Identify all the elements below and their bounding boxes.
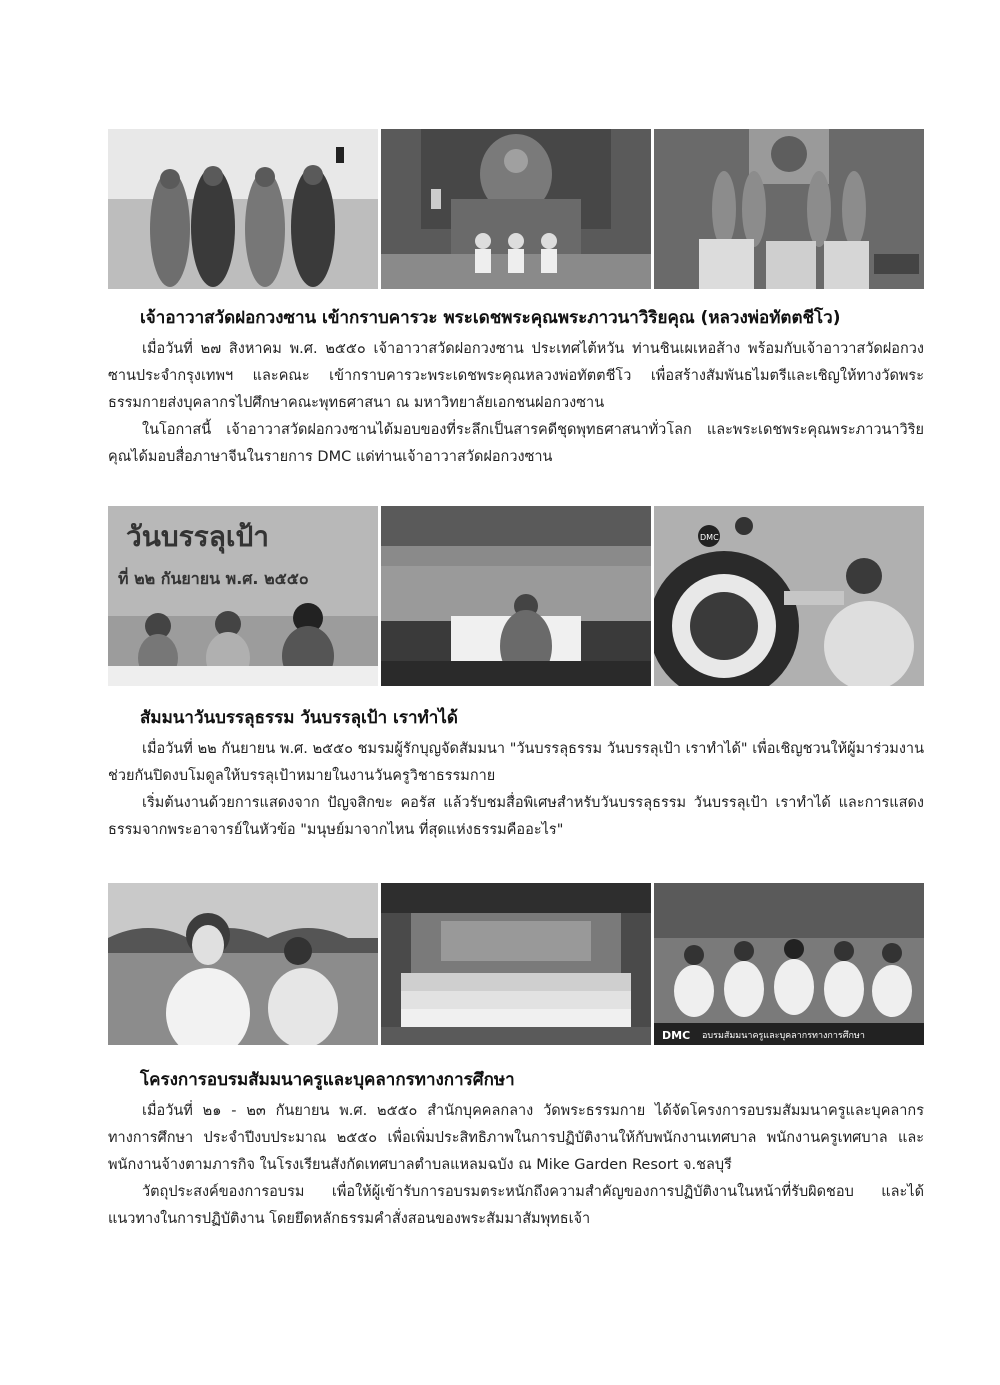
article-paragraph: เริ่มต้นงานด้วยการแสดงจาก ปัญจสิกขะ คอรัส แล้วรับชมสื่อพิเศษสำหรับวันบรรลุธรรม วันบรรลุเป้า เราทำได้ และการแสดงธรรมจากพระอาจารย์ในหัวข้อ "มนุษย์มาจากไหน ที่สุดแห่งธรรมคืออะไร" <box>108 795 924 838</box>
article-heading: สัมมนาวันบรรลุธรรม วันบรรลุเป้า เราทำได้ <box>140 708 458 728</box>
article-section-1 <box>108 306 924 471</box>
article-paragraph: เมื่อวันที่ ๒๒ กันยายน พ.ศ. ๒๕๕๐ ชมรมผู้รักบุญจัดสัมมนา "วันบรรลุธรรม วันบรรลุเป้า เราทำได้" เพื่อเชิญชวนให้ผู้มาร่วมงานช่วยกันปิดงบโมดูลให้บรรลุเป้าหมายในงานวันครูวิชาธรรมกาย <box>108 741 924 784</box>
photo-woman-at-board <box>654 506 924 686</box>
article-paragraph: ในโอกาสนี้ เจ้าอาวาสวัดฝอกวงซานได้มอบของที่ระลึกเป็นสารคดีชุดพุทธศาสนาทั่วโลก และพระเดชพระคุณพระภาวนาวิริยคุณได้มอบสื่อภาษาจีนในรายการ DMC แด่ท่านเจ้าอาวาสวัดฝอกวงซาน <box>108 422 924 465</box>
banner-subtext: ที่ ๒๒ กันยายน พ.ศ. ๒๕๕๐ <box>118 569 309 588</box>
article-paragraph: วัตถุประสงค์ของการอบรม เพื่อให้ผู้เข้ารับการอบรมตระหนักถึงความสำคัญของการปฏิบัติงานในหน้าที่รับผิดชอบ และได้แนวทางในการปฏิบัติงาน โดยยึดหลักธรรมคำสั่งสอนของพระสัมมาสัมพุทธเจ้า <box>108 1184 924 1227</box>
photo-smiling-participant <box>108 883 378 1045</box>
badge-text: DMC <box>700 533 719 542</box>
caption-logo: DMC <box>662 1029 691 1042</box>
article-paragraph: เมื่อวันที่ ๒๑ - ๒๓ กันยายน พ.ศ. ๒๕๕๐ สำนักบุคคลกลาง วัดพระธรรมกาย ได้จัดโครงการอบรมสัมมนาครูและบุคลากรทางการศึกษา ประจำปีงบประมาณ ๒๕๕๐ เพื่อเพิ่มประสิทธิภาพในการปฏิบัติงานให้กับพนักงานเทศบาล พนักงานครูเทศบาล และพนักงานจ้างตามภารกิจ ในโรงเรียนสังกัดเทศบาลตำบลแหลมฉบัง ณ Mike Garden Resort จ.ชลบุรี <box>108 1103 924 1173</box>
photo-row-3 <box>108 883 924 1045</box>
photo-row-1 <box>108 129 924 289</box>
photo-group-hall <box>381 883 651 1045</box>
photo-monks-outdoor <box>108 129 378 289</box>
photo-meditation-class <box>654 883 924 1045</box>
photo-auditorium-audience <box>381 506 651 686</box>
article-heading: โครงการอบรมสัมมนาครูและบุคลากรทางการศึกษา <box>140 1070 515 1090</box>
photo-seminar-panel <box>108 506 378 686</box>
photo-guests-with-monks <box>654 129 924 289</box>
photo-row-2 <box>108 506 924 686</box>
article-section-2 <box>108 706 924 844</box>
banner-text: วันบรรลุเป้า <box>126 520 269 553</box>
article-paragraph: เมื่อวันที่ ๒๗ สิงหาคม พ.ศ. ๒๕๕๐ เจ้าอาวาสวัดฝอกวงซาน ประเทศไต้หวัน ท่านชินเผเหอส้าง พร้อมกับเจ้าอาวาสวัดฝอกวงซานประจำกรุงเทพฯ และคณะ เข้ากราบคารวะพระเดชพระคุณหลวงพ่อทัตตชีโว เพื่อสร้างสัมพันธไมตรีและเชิญให้ทางวัดพระธรรมกายส่งบุคลากรไปศึกษาคณะพุทธศาสนา ณ มหาวิทยาลัยเอกชนฝอกวงซาน <box>108 341 924 411</box>
article-section-3 <box>108 1068 924 1233</box>
article-heading: เจ้าอาวาสวัดฝอกวงซาน เข้ากราบคารวะ พระเดชพระคุณพระภาวนาวิริยคุณ (หลวงพ่อทัตตชีโว) <box>140 308 841 328</box>
photo-temple-hall-group <box>381 129 651 289</box>
caption-text: อบรมสัมมนาครูและบุคลากรทางการศึกษา <box>702 1031 865 1041</box>
